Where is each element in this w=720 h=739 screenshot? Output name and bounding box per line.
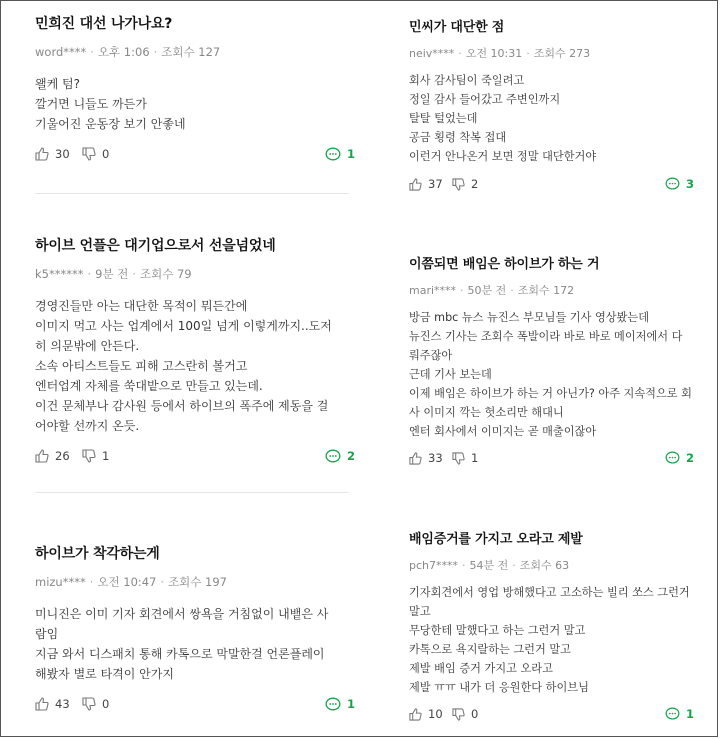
post-line: 근데 기사 보는데 bbox=[409, 368, 492, 381]
comment-count: 2 bbox=[346, 449, 355, 463]
comment-count: 1 bbox=[685, 707, 694, 721]
post-line: 람임 bbox=[35, 627, 59, 641]
like-button[interactable] bbox=[409, 448, 443, 468]
dislike-count: 1 bbox=[102, 449, 110, 463]
thumbs-up-icon bbox=[35, 147, 49, 161]
post-line: 공금 횡령 착복 접대 bbox=[409, 131, 507, 144]
thumbs-down-icon bbox=[452, 452, 465, 465]
like-count: 10 bbox=[428, 707, 443, 721]
post-card[interactable] bbox=[409, 253, 694, 468]
post-body bbox=[35, 74, 355, 134]
dislike-count: 1 bbox=[471, 451, 479, 465]
post-line: 뤄주잖아 bbox=[409, 349, 453, 362]
post-meta: word**** · 오후 1:06 · 조회수 127 bbox=[35, 45, 221, 59]
post-line: 뉴진스 기사는 조회수 폭발이라 바로 바로 메이저에서 다 bbox=[409, 330, 683, 343]
post-time: 54분 전 bbox=[469, 559, 509, 572]
thumbs-up-icon bbox=[409, 708, 422, 721]
comment-bubble-icon bbox=[325, 449, 341, 464]
dislike-count: 0 bbox=[102, 697, 110, 711]
post-line: 제발 배임 증거 가지고 오라고 bbox=[409, 662, 553, 675]
post-body bbox=[409, 308, 694, 441]
post-line: 엔터업계 자체를 쑥대밭으로 만들고 있는데. bbox=[35, 379, 263, 393]
post-line: 사 이미지 깍는 헛소리만 해대니 bbox=[409, 406, 564, 419]
post-actions bbox=[35, 694, 355, 714]
post-views: 조회수 273 bbox=[533, 47, 591, 60]
like-count: 37 bbox=[428, 177, 443, 191]
post-title[interactable]: 이쯤되면 배임은 하이브가 하는 거 bbox=[409, 257, 600, 272]
comment-bubble-icon bbox=[665, 451, 680, 465]
comment-count: 3 bbox=[685, 177, 694, 191]
post-line: 탈탈 털었는데 bbox=[409, 112, 478, 125]
post-line: 엔터 회사에서 이미지는 곧 매출이잖아 bbox=[409, 425, 597, 438]
post-meta: neiv**** · 오전 10:31 · 조회수 273 bbox=[409, 47, 591, 60]
post-views: 조회수 79 bbox=[140, 267, 192, 281]
post-title[interactable]: 하이브 언플은 대기업으로서 선을넘었네 bbox=[35, 238, 276, 254]
divider bbox=[35, 492, 349, 493]
like-count: 43 bbox=[55, 697, 70, 711]
post-time: 오전 10:47 bbox=[97, 575, 157, 589]
post-line: 히 의문밖에 안든다. bbox=[35, 339, 140, 353]
post-actions bbox=[35, 446, 355, 466]
post-line: 미니진은 이미 기자 회견에서 쌍욕을 거침없이 내뱉은 사 bbox=[35, 607, 329, 621]
post-line: 이제 배임은 하이브가 하는 거 아닌가? 아주 지속적으로 회 bbox=[409, 387, 692, 400]
post-title[interactable]: 하이브가 착각하는게 bbox=[35, 546, 160, 562]
post-title[interactable]: 배임증거를 가지고 오라고 제발 bbox=[409, 532, 583, 547]
post-actions bbox=[409, 448, 694, 468]
comment-count: 2 bbox=[685, 451, 694, 465]
post-author: mizu**** bbox=[35, 575, 86, 589]
dislike-button[interactable] bbox=[452, 704, 478, 724]
dislike-count: 2 bbox=[471, 177, 479, 191]
thumbs-up-icon bbox=[35, 449, 49, 463]
thumbs-up-icon bbox=[409, 178, 422, 191]
comments-button[interactable] bbox=[665, 448, 694, 468]
comment-bubble-icon bbox=[325, 147, 341, 162]
post-author: k5****** bbox=[35, 267, 84, 281]
divider bbox=[35, 193, 349, 194]
post-card[interactable] bbox=[35, 235, 355, 466]
post-line: 깔거면 니들도 까든가 bbox=[35, 97, 147, 111]
thumbs-down-icon bbox=[82, 147, 96, 161]
like-button[interactable] bbox=[409, 704, 443, 724]
thumbs-down-icon bbox=[82, 449, 96, 463]
post-time: 오후 1:06 bbox=[97, 45, 150, 59]
comment-count: 1 bbox=[346, 697, 355, 711]
comments-button[interactable] bbox=[325, 694, 355, 714]
comments-button[interactable] bbox=[325, 144, 355, 164]
post-title[interactable]: 민씨가 대단한 점 bbox=[409, 20, 505, 35]
thumbs-down-icon bbox=[452, 708, 465, 721]
post-author: mari**** bbox=[409, 284, 457, 297]
thumbs-up-icon bbox=[35, 697, 49, 711]
post-line: 기울어진 운동장 보기 안좋네 bbox=[35, 117, 186, 131]
post-body bbox=[35, 296, 355, 436]
post-line: 카톡으로 욕지랄하는 그런거 말고 bbox=[409, 643, 571, 656]
post-line: 왤케 텀? bbox=[35, 77, 80, 91]
post-body bbox=[35, 604, 355, 684]
post-time: 오전 10:31 bbox=[465, 47, 523, 60]
post-line: 지금 와서 디스패치 통해 카톡으로 막말한걸 언론플레이 bbox=[35, 647, 325, 661]
post-line: 해봤자 별로 타격이 안가지 bbox=[35, 667, 174, 681]
comment-bubble-icon bbox=[665, 177, 680, 191]
like-button[interactable] bbox=[35, 446, 70, 466]
like-button[interactable] bbox=[409, 174, 443, 194]
dislike-button[interactable] bbox=[82, 446, 109, 466]
post-time: 9분 전 bbox=[95, 267, 129, 281]
post-title[interactable]: 민희진 대선 나가나요? bbox=[35, 16, 173, 32]
post-line: 방금 mbc 뉴스 뉴진스 부모님들 기사 영상봤는데 bbox=[409, 311, 650, 324]
post-views: 조회수 127 bbox=[161, 45, 221, 59]
thumbs-down-icon bbox=[82, 697, 96, 711]
post-views: 조회수 197 bbox=[168, 575, 227, 589]
post-line: 무당한테 말했다고 하는 그런거 말고 bbox=[409, 624, 586, 637]
post-line: 회사 감사팀이 죽일려고 bbox=[409, 74, 525, 87]
post-line: 경영진들만 아는 대단한 목적이 뭐든간에 bbox=[35, 299, 248, 313]
like-count: 26 bbox=[55, 449, 70, 463]
dislike-button[interactable] bbox=[452, 448, 478, 468]
post-line: 말고 bbox=[409, 605, 431, 618]
like-button[interactable] bbox=[35, 144, 70, 164]
dislike-count: 0 bbox=[471, 707, 479, 721]
post-line: 이런거 안나온거 보면 정말 대단한거야 bbox=[409, 150, 597, 163]
post-card[interactable] bbox=[409, 528, 694, 724]
post-line: 제발 ㅠㅠ 내가 더 응원한다 하이브님 bbox=[409, 681, 589, 694]
comment-bubble-icon bbox=[325, 697, 341, 712]
dislike-count: 0 bbox=[102, 147, 110, 161]
post-meta: k5****** · 9분 전 · 조회수 79 bbox=[35, 267, 192, 281]
comment-bubble-icon bbox=[665, 707, 680, 721]
post-views: 조회수 63 bbox=[519, 559, 570, 572]
dislike-button[interactable] bbox=[82, 694, 109, 714]
post-actions bbox=[409, 704, 694, 724]
comments-button[interactable] bbox=[665, 174, 694, 194]
dislike-button[interactable] bbox=[452, 174, 478, 194]
post-card[interactable] bbox=[409, 16, 694, 194]
post-author: neiv**** bbox=[409, 47, 455, 60]
like-count: 30 bbox=[55, 147, 70, 161]
thumbs-down-icon bbox=[452, 178, 465, 191]
post-meta: mizu**** · 오전 10:47 · 조회수 197 bbox=[35, 575, 227, 589]
post-author: word**** bbox=[35, 45, 87, 59]
post-card[interactable] bbox=[35, 13, 355, 164]
post-actions bbox=[409, 174, 694, 194]
post-views: 조회수 172 bbox=[517, 284, 575, 297]
comments-button[interactable] bbox=[665, 704, 694, 724]
post-author: pch7**** bbox=[409, 559, 459, 572]
post-line: 정일 감사 들어갔고 주변인까지 bbox=[409, 93, 561, 106]
comment-count: 1 bbox=[346, 147, 355, 161]
post-meta: mari**** · 50분 전 · 조회수 172 bbox=[409, 284, 575, 297]
post-line: 이건 문체부나 감사원 등에서 하이브의 폭주에 제동을 걸 bbox=[35, 399, 329, 413]
post-line: 소속 아티스트들도 피해 고스란히 볼거고 bbox=[35, 359, 248, 373]
post-card[interactable] bbox=[35, 543, 355, 714]
post-body bbox=[409, 71, 694, 166]
like-button[interactable] bbox=[35, 694, 70, 714]
thumbs-up-icon bbox=[409, 452, 422, 465]
post-meta: pch7**** · 54분 전 · 조회수 63 bbox=[409, 559, 570, 572]
like-count: 33 bbox=[428, 451, 443, 465]
post-body bbox=[409, 583, 694, 697]
dislike-button[interactable] bbox=[82, 144, 109, 164]
post-line: 이미지 먹고 사는 업계에서 100일 넘게 이렇게까지..도저 bbox=[35, 319, 332, 333]
post-line: 기자회견에서 영업 방해했다고 고소하는 빌리 쏘스 그런거 bbox=[409, 586, 690, 599]
comments-button[interactable] bbox=[325, 446, 355, 466]
post-actions bbox=[35, 144, 355, 164]
post-time: 50분 전 bbox=[467, 284, 507, 297]
post-line: 어야할 선까지 온듯. bbox=[35, 419, 140, 433]
